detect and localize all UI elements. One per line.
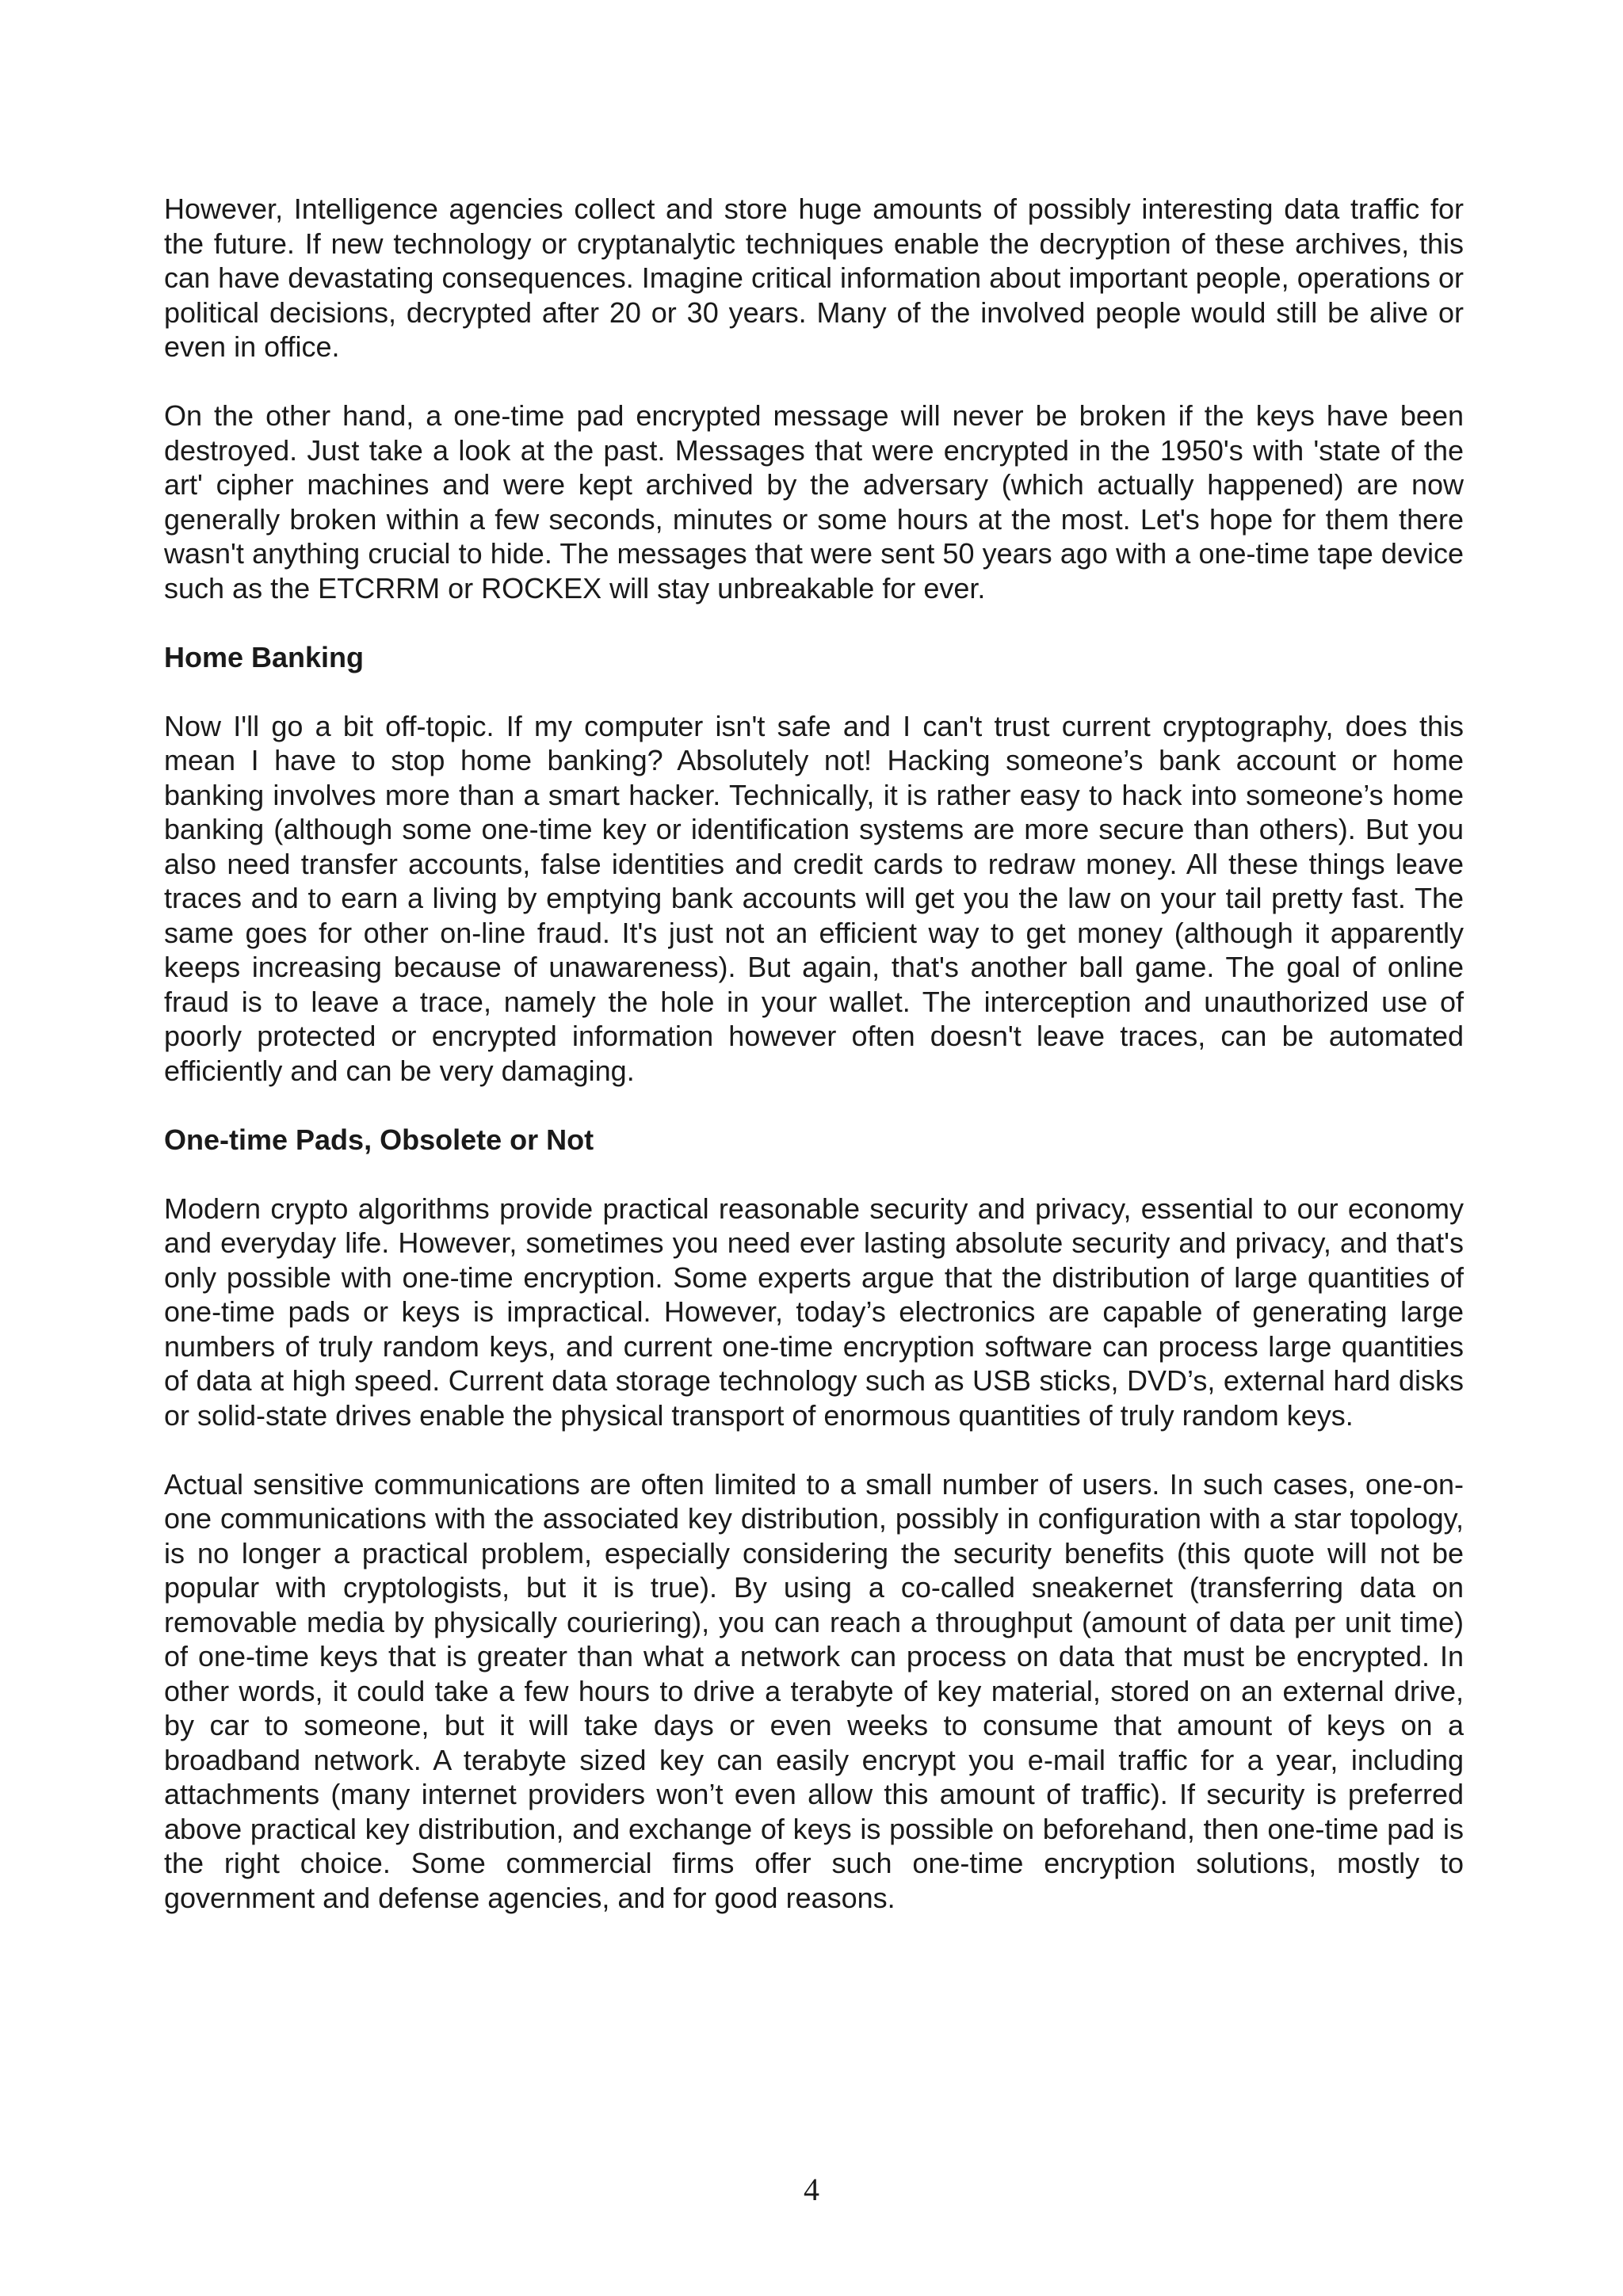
paragraph-intelligence-archives: However, Intelligence agencies collect and store huge amounts of possibly interesting data traffic for the future. If new technology or cryptanalytic techniques enable the decryption of these archives, this can have devastating consequences. Imagine critical information about important people, operations or political decisions, decrypted after 20 or 30 years. Many of the involved people would still be alive or even in office. (164, 193, 1464, 363)
heading-home-banking: Home Banking (164, 640, 365, 673)
paragraph-home-banking: Now I'll go a bit off-topic. If my computer isn't safe and I can't trust current cryptography, does this mean I have to stop home banking? Absolutely not! Hacking someone’s bank account or home banking involves more than a smart hacker. Technically, it is rather easy to hack into someone’s home banking (although some one-time key or identification systems are more secure than others). But you also need transfer accounts, false identities and credit cards to redraw money. All these things leave traces and to earn a living by emptying bank accounts will get you the law on your tail pretty fast. The same goes for other on-line fraud. It's just not an efficient way to get money (although it apparently keeps increasing because of unawareness). But again, that's another ball game. The goal of online fraud is to leave a trace, namely the hole in your wallet. The interception and unauthorized use of poorly protected or encrypted information however often doesn't leave traces, can be automated efficiently and can be very damaging. (164, 709, 1464, 1087)
heading-one-time-pads: One-time Pads, Obsolete or Not (164, 1123, 594, 1156)
paragraph-one-time-pad-history: On the other hand, a one-time pad encrypted message will never be broken if the keys have been destroyed. Just take a look at the past. Messages that were encrypted in the 1950's with 'state of the art' cipher machines and were kept archived by the adversary (which actually happened) are now generally broken within a few seconds, minutes or some hours at the most. Let's hope for them there wasn't anything crucial to hide. The messages that were sent 50 years ago with a one-time tape device such as the ETCRRM or ROCKEX will stay unbreakable for ever. (164, 399, 1464, 605)
paragraph-sensitive-communications: Actual sensitive communications are often limited to a small number of users. In such cases, one-on-one communications with the associated key distribution, possibly in configuration with a star topology, is no longer a practical problem, especially considering the security benefits (this quote will not be popular with cryptologists, but it is true). By using a co-called sneakernet (transferring data on removable media by physically couriering), you can reach a throughput (amount of data per unit time) of one-time keys that is greater than what a network can process on data that must be encrypted. In other words, it could take a few hours to drive a terabyte of key material, stored on an external drive, by car to someone, but it will take days or even weeks to consume that amount of keys on a broadband network. A terabyte sized key can easily encrypt you e-mail traffic for a year, including attachments (many internet providers won’t even allow this amount of traffic). If security is preferred above practical key distribution, and exchange of keys is possible on beforehand, then one-time pad is the right choice. Some commercial firms offer such one-time encryption solutions, mostly to government and defense agencies, and for good reasons. (164, 1467, 1464, 1914)
document-body (164, 192, 1464, 1950)
paragraph-modern-crypto: Modern crypto algorithms provide practical reasonable security and privacy, essential to our economy and everyday life. However, sometimes you need ever lasting absolute security and privacy, and that's only possible with one-time encryption. Some experts argue that the distribution of large quantities of one-time pads or keys is impractical. However, today’s electronics are capable of generating large numbers of truly random keys, and current one-time encryption software can process large quantities of data at high speed. Current data storage technology such as USB sticks, DVD’s, external hard disks or solid-state drives enable the physical transport of enormous quantities of truly random keys. (164, 1192, 1464, 1432)
page-number: 4 (804, 2172, 819, 2207)
